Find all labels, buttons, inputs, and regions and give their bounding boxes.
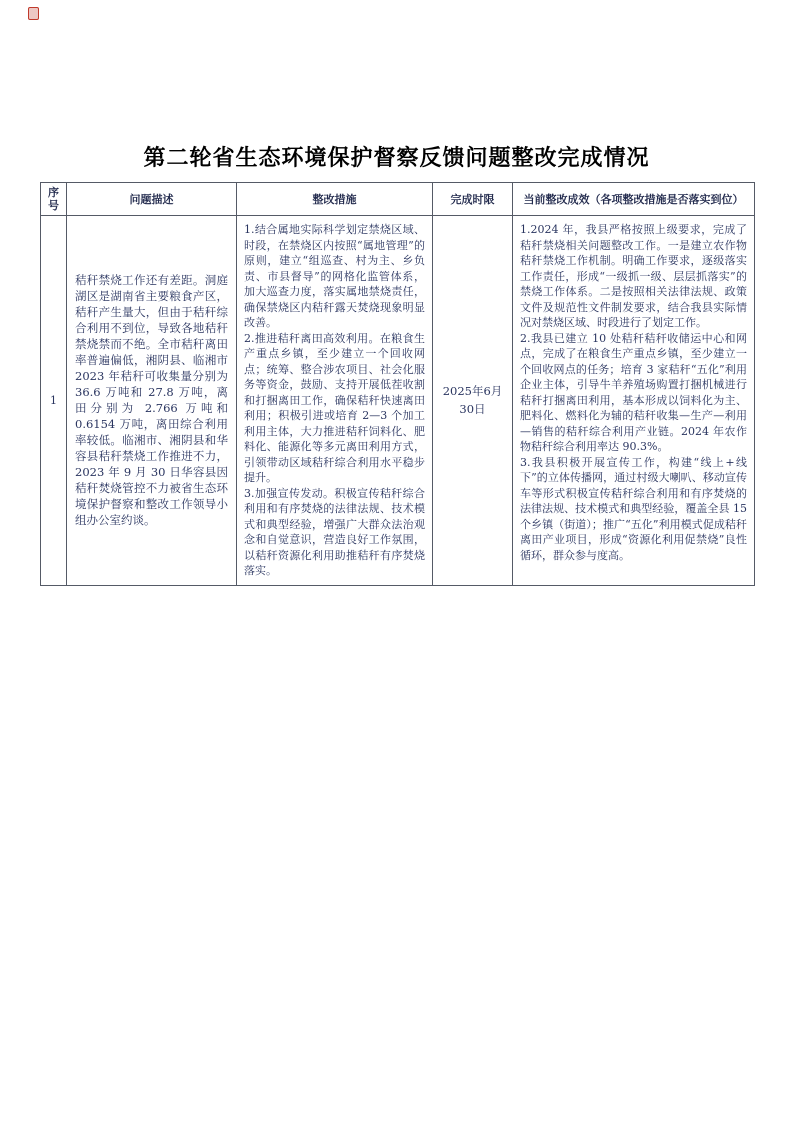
rectification-table [40,182,755,586]
header-cell-deadline: 完成时限 [433,183,513,216]
deadline-line-2: 30日 [459,402,486,417]
header-cell-index: 序号 [41,183,67,216]
measure-item-1: 1.结合属地实际科学划定禁烧区域、时段，在禁烧区内按照“属地管理”的原则，建立“组巡查、村为主、乡负责、市县督导”的网格化监管体系，加大巡查力度，落实属地禁烧责任，确保禁烧区内秸秆露天焚烧现象明显改善。 [244,223,425,329]
deadline-line-1: 2025年6月 [442,384,503,399]
table-row [41,216,755,586]
problem-text: 秸秆禁烧工作还有差距。洞庭湖区是湖南省主要粮食产区，秸秆产生量大，但由于秸秆综合利用不到位，导致各地秸秆禁烧禁而不绝。全市秸秆离田率普遍偏低，湘阴县、临湘市 2023 年秸秆可收集量分别为 36.6 万吨和 27.8 万吨，离田分别为 2.766 万吨和 0.6154 万吨，离田综合利用率较低。临湘市、湘阴县和华容县秸秆禁烧工作推进不力，2023 年 9 月 30 日华容县因秸秆焚烧管控不力被省生态环境保护督察和整改工作领导小组办公室约谈。 [75,273,228,528]
cell-completion-deadline [433,216,513,586]
effect-item-3: 3.我县积极开展宣传工作，构建“线上+线下”的立体传播网，通过村级大喇叭、移动宣传车等形式积极宣传秸秆综合利用和有序焚烧的法律法规、技术模式和典型经验，覆盖全县 15 个乡镇（街道）；推广“五化”利用模式促成秸秆离田产业项目，形成“资源化利用促禁烧”良性循环，群众参与度高。 [520,455,747,562]
page-title: 第二轮省生态环境保护督察反馈问题整改完成情况 [143,145,650,171]
header-cell-measures: 整改措施 [237,183,433,216]
effect-item-1: 1.2024 年，我县严格按照上级要求，完成了秸秆禁烧相关问题整改工作。一是建立农作物秸秆禁烧工作机制。明确工作要求，逐级落实工作责任，形成“一级抓一级、层层抓落实”的禁烧工作体系。二是按照相关法律法规、政策文件及规范性文件制发要求，结合我县实际情况对禁烧区域、时段进行了划定工作。 [520,223,747,329]
header-cell-effects: 当前整改成效（各项整改措施是否落实到位） [513,183,755,216]
effect-item-2: 2.我县已建立 10 处秸秆秸秆收储运中心和网点，完成了在粮食生产重点乡镇，至少建立一个回收网点的任务；培育 3 家秸秆“五化”利用企业主体，引导牛羊养殖场购置打捆机械进行秸秆打捆离田利用，基本形成以饲料化为主、肥料化、燃料化为辅的秸秆收集—生产—利用—销售的秸秆综合利用产业链。2024 年农作物秸秆综合利用率达 90.3%。 [520,331,747,453]
measure-item-3: 3.加强宣传发动。积极宣传秸秆综合利用和有序焚烧的法律法规、技术模式和典型经验，增强广大群众法治观念和自觉意识，营造良好工作氛围，以秸秆资源化利用助推秸秆有序焚烧落实。 [244,486,425,577]
header-cell-problem: 问题描述 [67,183,237,216]
corner-mark [28,7,39,20]
cell-problem-description [67,216,237,586]
table-header-row [41,183,755,216]
cell-row-index: 1 [41,216,67,586]
cell-rectification-measures [237,216,433,586]
cell-current-effects [513,216,755,586]
measure-item-2: 2.推进秸秆离田高效利用。在粮食生产重点乡镇，至少建立一个回收网点；统筹、整合涉农项目、社会化服务等资金，鼓励、支持开展低茬收割和打捆离田工作，确保秸秆快速离田利用；积极引进或培育 2—3 个加工利用主体，大力推进秸秆饲料化、肥料化、能源化等多元离田利用方式，引领带动区域秸秆综合利用水平稳步提升。 [244,331,425,484]
